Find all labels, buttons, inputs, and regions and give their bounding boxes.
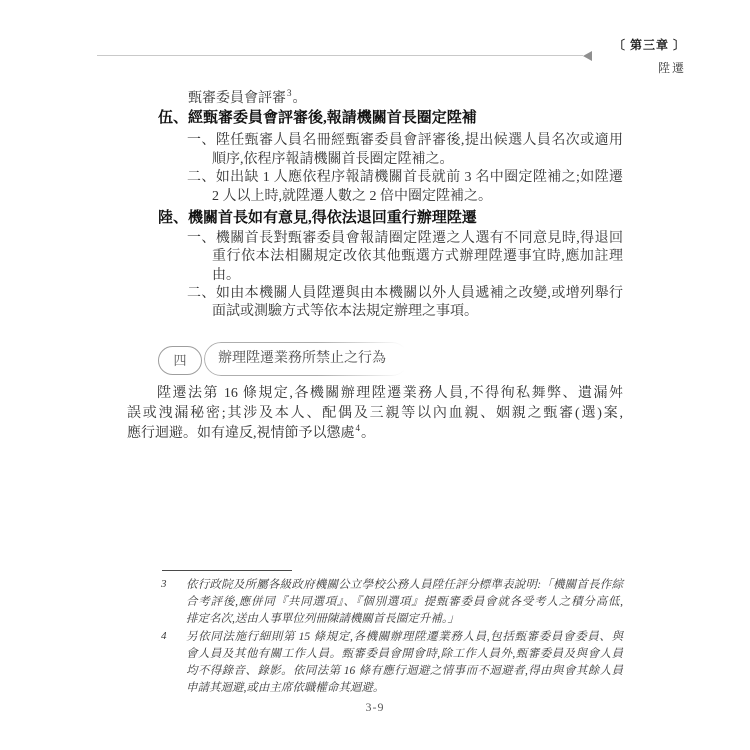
footnote-ref-4: 4 (355, 423, 360, 434)
intro-text: 甄審委員會評審 (188, 91, 286, 106)
chapter-label: 〔 第三章 〕 (612, 38, 686, 52)
page-number: 3-9 (365, 700, 385, 714)
sec6-item1-line2: 重行依本法相關規定改依其他甄選方式辦理陞遷事宜時,應加註理 (212, 249, 623, 264)
para-line3-period: 。 (361, 426, 375, 441)
footnote4-line4: 申請其迴避,或由主席依職權命其迴避。 (186, 682, 385, 694)
header-rule (97, 55, 583, 56)
sec5-item1-line2: 順序,依程序報請機關首長圈定陞補之。 (212, 152, 454, 167)
footnote3-line3: 排定名次,送由人事單位列冊陳請機關首長圈定升補。」 (186, 613, 460, 625)
footnote4-line3: 均不得錄音、錄影。依同法第 16 條有應行迴避之情事而不迴避者,得由與會其餘人員 (186, 665, 623, 677)
chapter-subtitle: 陞遷 (657, 61, 686, 75)
footnote-separator (162, 570, 292, 571)
intro-line (188, 89, 307, 108)
para-line2: 誤或洩漏秘密;其涉及本人、配偶及三親等以內血親、姻親之甄審(選)案, (127, 406, 623, 421)
footnote3-number: 3 (161, 578, 167, 590)
sec5-item2-line2: 2 人以上時,就陞遷人數之 2 倍中圈定陞補之。 (212, 189, 492, 204)
section4-title-box (204, 342, 409, 376)
footnote-ref-3: 3 (287, 88, 292, 99)
sec6-item1-line3: 由。 (212, 268, 240, 283)
sec5-item2-line1: 二、如出缺 1 人應依程序報請機關首長就前 3 名中圈定陞補之;如陞遷 (187, 170, 623, 185)
sec6-item2-line1: 二、如由本機關人員陞遷與由本機關以外人員遞補之改變,或增列舉行 (187, 286, 623, 301)
sec5-item1-line1: 一、陞任甄審人員名冊經甄審委員會評審後,提出候選人員名次或適用 (187, 133, 623, 148)
sec6-item2-line2: 面試或測驗方式等依本法規定辦理之事項。 (212, 304, 478, 319)
para-line1: 陞遷法第 16 條規定,各機關辦理陞遷業務人員,不得徇私舞弊、遺漏舛 (157, 386, 623, 401)
footnote3-line2: 合考評後,應併同『共同選項』、『個別選項』提甄審委員會就各受考人之積分高低, (186, 596, 623, 608)
section6-heading: 陸、機關首長如有意見,得依法退回重行辦理陞遷 (158, 210, 477, 226)
sec6-item1-line1: 一、機關首長對甄審委員會報請圈定陞遷之人選有不同意見時,得退回 (187, 231, 623, 246)
footnote3-line1: 依行政院及所屬各級政府機關公立學校公務人員陞任評分標準表說明:「機關首長作綜 (186, 579, 623, 591)
intro-period: 。 (292, 91, 307, 106)
header-arrow-icon (583, 51, 592, 61)
footnote4-number: 4 (161, 630, 167, 642)
para-line3 (127, 424, 375, 443)
footnote4-line2: 會人員及其他有關工作人員。甄審委員會開會時,除工作人員外,甄審委員及與會人員 (186, 648, 623, 660)
para-line3-text: 應行迴避。如有違反,視情節予以懲處 (127, 426, 355, 441)
section4-title: 辦理陞遷業務所禁止之行為 (218, 351, 386, 366)
section5-heading: 伍、經甄審委員會評審後,報請機關首長圈定陞補 (158, 110, 477, 126)
section4-number-badge: 四 (158, 346, 202, 375)
footnote4-line1: 另依同法施行細則第 15 條規定,各機關辦理陞遷業務人員,包括甄審委員會委員、與 (186, 631, 623, 643)
